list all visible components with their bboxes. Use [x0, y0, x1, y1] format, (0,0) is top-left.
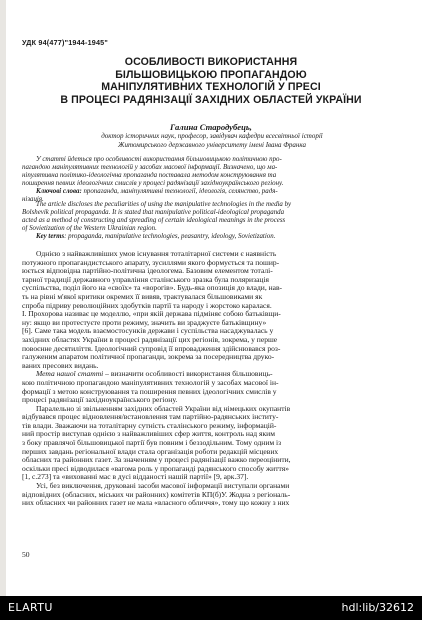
body-line: західних областях України в процесі радянізації цих регіонів, зокрема, у перше [22, 335, 278, 344]
body-line: тів влади. Зважаючи на тоталітарну сутність сталінського режиму, інформацій- [22, 421, 277, 430]
body-line: відповідних (обласних, міських чи районних) комітетів КП(б)У. Жодна з регіональ- [22, 490, 291, 499]
abstract-line: У статті йдеться про особливості використання більшовицькою політичною про- [36, 156, 282, 163]
abstract-english [22, 201, 400, 241]
body-line: кою політичною пропагандою маніпулятивних технологій у засобах масової ін- [22, 378, 279, 387]
abstract-line: of Sovietization of the Western Ukrainian region. [22, 225, 157, 233]
body-line: них обласних чи районних газет не мала «власного обличчя», тому що кожну з них [22, 499, 290, 508]
author-affiliation [44, 132, 380, 150]
abstract-line: ніпулятивна політико-ідеологічна пропаганда поставала методом конструювання та [22, 172, 277, 180]
body-line: ваних пресових видань. [22, 361, 99, 370]
title-line: МАНІПУЛЯТИВНИХ ТЕХНОЛОГІЙ У ПРЕСІ [101, 81, 321, 94]
title-line: ОСОБЛИВОСТІ ВИКОРИСТАННЯ [124, 56, 298, 68]
handle-label[interactable]: hdl:lib/32612 [341, 601, 414, 614]
abstract-line: The article discloses the peculiarities of using the manipulative technologies in the media by [36, 201, 292, 208]
purpose-line [22, 370, 400, 379]
udk-code: УДК 94(477)"1944-1945" [22, 38, 108, 47]
purpose-label: Мета нашої статті [36, 370, 104, 379]
body-line: оскільки пресі відводилася «вагома роль у пропаганді радянського способу життя» [22, 464, 289, 473]
body-line: юється відповідна партійно-політична ідеологема. Базовим елементом тоталі- [22, 267, 273, 276]
body-line: ть на рівні м'якої критики окремих її вивяв, трактувалася більшовиками як [22, 292, 263, 301]
body-line: спроба підриву революційних здобутків партії та народу і жорстоко каралася. [22, 301, 272, 310]
article-body [22, 250, 400, 508]
repository-footer-bar [0, 596, 422, 620]
purpose-text: – визначити особливості використання більшовиць- [103, 370, 273, 379]
body-line: з боку правлячої більшовицької партії був повним і беззодільним. Тому одним із [22, 439, 282, 448]
article-title [40, 56, 382, 106]
affiliation-line: доктор історичних наук, професор, завідувач кафедри всесвітньої історії [101, 132, 323, 140]
abstract-line: acted as a method of constructing and spreading of certain ideological meanings in the process [22, 217, 286, 225]
body-line: формації з метою конструювання та поширення певних ідеологічних смислів у [22, 387, 277, 396]
author-name: Галина Стародубець, [170, 122, 252, 132]
body-line: галуженим апаратом політичної пропаганди, зокрема за посередництва друко- [22, 353, 275, 362]
body-line: [6]. Саме така модель взаємостосунків держави і суспільства насаджувалась у [22, 327, 274, 336]
body-line: відбувався процес відновлення/встановлення там партійно-радянських інститу- [22, 413, 279, 422]
page-number: 50 [22, 550, 30, 559]
body-line: тарної традиції державного управління сталінського зразка була поляризація [22, 275, 270, 284]
body-line: обласних та районних газет. За значенням у процесі радянізації важко переоцінити, [22, 456, 291, 465]
abstract-ukrainian [22, 156, 400, 204]
page-edge [0, 0, 6, 596]
body-line: І. Прохорова називає це моделлю, «при якій держава підміняє собою батьківщи- [22, 310, 281, 319]
abstract-line: Bolshevik political propaganda. It is stated that manipulative political-ideological propaganda [22, 209, 285, 217]
abstract-line: пагандою маніпулятивних технологій у засобах масової інформації. Визначено, що ма- [22, 164, 278, 172]
title-line: В ПРОЦЕСІ РАДЯНІЗАЦІЇ ЗАХІДНИХ ОБЛАСТЕЙ УКРАЇНИ [60, 93, 362, 106]
body-line: Паралельно зі звільненням західних областей України від німецьких окупантів [36, 404, 291, 413]
body-line: процесі радянізації західноукраїнського регіону. [22, 396, 178, 405]
affiliation-line: Житомирського державного університету імені Івана Франка [118, 141, 306, 149]
keywords-continuation: нізація. [22, 196, 44, 204]
body-line: ну: якщо ви протестуєте проти режиму, значить ви зраджуєте батьківщину» [22, 318, 267, 327]
body-line: ний простір виступав однією з найважливіших сфер життя, контроль над яким [22, 430, 275, 439]
body-line: перших завдань регіональної влади стала організація роботи редакцій місцевих [22, 447, 279, 456]
body-line: повоєнне десятиліття. Ідеологічний супровід її впровадження здійснювався роз- [22, 344, 281, 353]
key-terms-label: Key terms [36, 233, 65, 241]
key-terms-text: : propaganda, manipulative technologies, peasantry, ideology, Sovietization. [64, 233, 276, 241]
key-terms-line [22, 233, 400, 241]
keywords-text: пропаганда, маніпулятивні технології, ідеологія, селянство, радя- [81, 188, 278, 196]
keywords-line [22, 188, 400, 196]
body-line: Однією з найважливіших умов існування тоталітарної системи є наявність [36, 250, 277, 258]
repository-label[interactable]: ELARTU [8, 601, 53, 614]
title-line: БІЛЬШОВИЦЬКОЮ ПРОПАГАНДОЮ [115, 68, 307, 81]
abstract-line: поширення певних ідеологічних смислів у процесі радянізації західноукраїнського регіону. [22, 180, 284, 188]
body-line: Усі, без виключення, друковані засоби масової інформації виступали органами [36, 482, 290, 491]
keywords-label: Ключові слова: [36, 188, 82, 196]
body-line: суспільства, поділ його на «своїх» та «ворогів». Будь-яка опозиція до влади, нав- [22, 284, 283, 293]
body-line: потужного пропагандистського апарату, зусиллями якого формується та пошир- [22, 258, 280, 267]
body-line: [1, с.273] та «вихованні мас в дусі відданості нашій партії» [9, арк.37]. [22, 473, 249, 482]
